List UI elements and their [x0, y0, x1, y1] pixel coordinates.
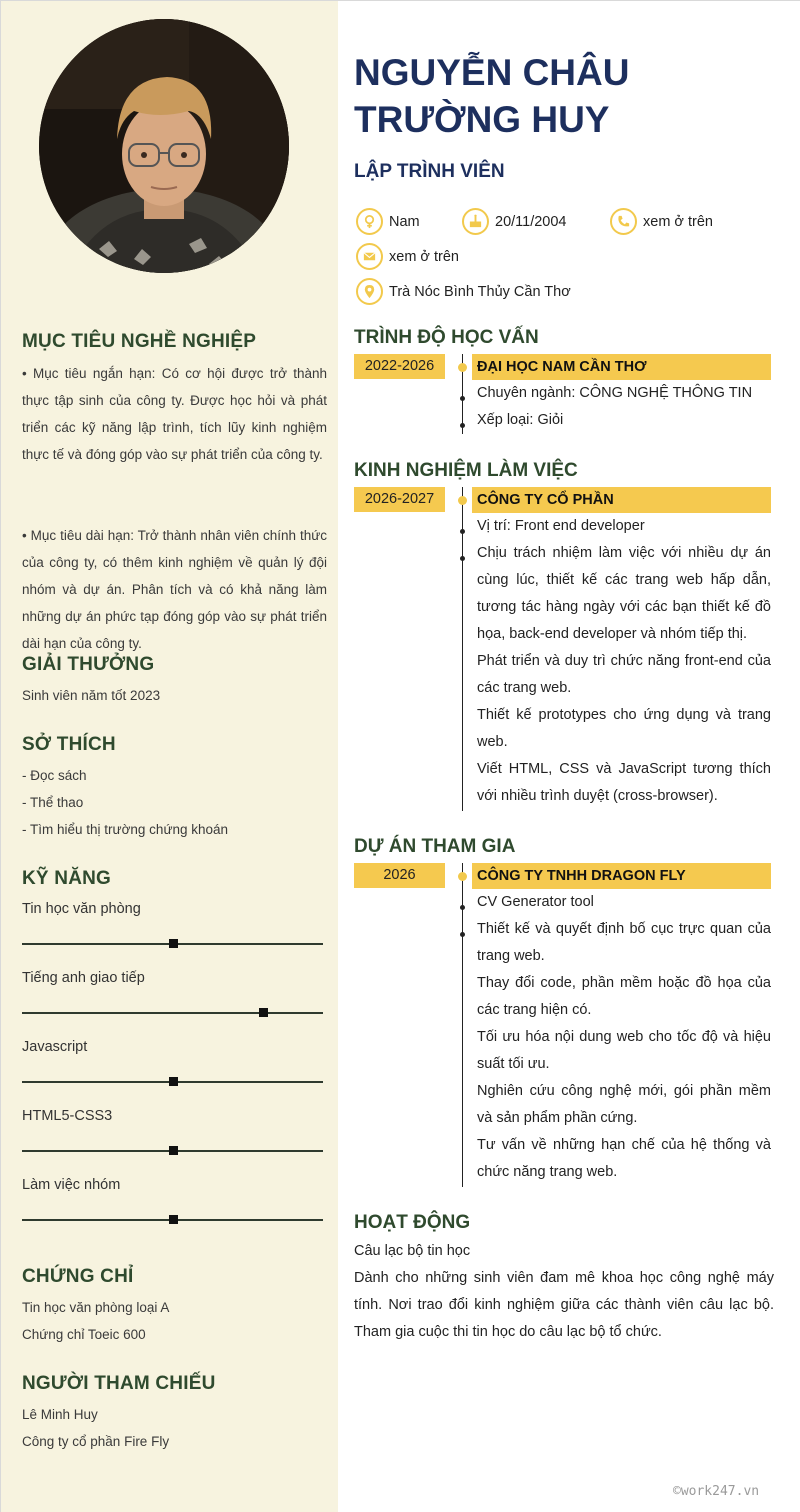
award-item: Sinh viên năm tốt 2023: [22, 688, 161, 703]
reference-item: Công ty cổ phần Fire Fly: [22, 1434, 170, 1449]
email-icon: [356, 243, 383, 270]
email-value: xem ở trên: [389, 248, 459, 265]
hobbies-title: SỞ THÍCH: [22, 734, 116, 755]
project-year: 2026: [354, 863, 445, 888]
birthday-value: 20/11/2004: [495, 213, 567, 230]
skill-name: Tiếng anh giao tiếp: [22, 970, 145, 986]
cert-item: Chứng chỉ Toeic 600: [22, 1327, 146, 1342]
main-content: [338, 1, 800, 1512]
timeline-dot: [458, 363, 467, 372]
education-year: 2022-2026: [354, 354, 445, 379]
skills-title: KỸ NĂNG: [22, 868, 112, 889]
objective-title: MỤC TIÊU NGHỀ NGHIỆP: [22, 331, 257, 352]
timeline-dot: [458, 496, 467, 505]
company-name: CÔNG TY CỔ PHẦN: [472, 487, 771, 513]
birthday-cake-icon: [462, 208, 489, 235]
skill-level-marker: [169, 1215, 178, 1224]
gender-value: Nam: [389, 213, 420, 230]
experience-title: KINH NGHIỆM LÀM VIỆC: [354, 460, 578, 481]
gender-icon: [356, 208, 383, 235]
bullet: [460, 396, 465, 401]
project-description: Nghiên cứu công nghệ mới, gói phần mềm và sản phẩm phần cứng.: [477, 1083, 771, 1126]
phone-info: [610, 208, 713, 235]
email-info: [356, 243, 459, 270]
cert-item: Tin học văn phòng loại A: [22, 1300, 170, 1315]
bullet: [460, 932, 465, 937]
education-grade: Xếp loại: Giỏi: [477, 412, 564, 428]
gender-info: [356, 208, 420, 235]
bullet: [460, 556, 465, 561]
project-description: Thiết kế và quyết định bố cục trực quan của trang web.: [477, 921, 771, 964]
skill-level-marker: [259, 1008, 268, 1017]
hobby-item: - Đọc sách: [22, 768, 87, 783]
timeline-dot: [458, 872, 467, 881]
skill-name: Làm việc nhóm: [22, 1177, 121, 1193]
awards-title: GIẢI THƯỞNG: [22, 654, 155, 675]
project-description: Thay đổi code, phần mềm hoặc đồ họa của các trang hiện có.: [477, 975, 771, 1018]
map-pin-icon: [356, 278, 383, 305]
objective-long-term: • Mục tiêu dài hạn: Trở thành nhân viên chính thức của công ty, có thêm kinh nghiệm về quản lý đội nhóm và dự án. Phân tích và có khả năng làm những dự án phức tạp đóng góp vào sự phát triển dài hạn của công ty.: [22, 528, 327, 651]
education-title: TRÌNH ĐỘ HỌC VẤN: [354, 327, 539, 348]
portrait-photo: [39, 19, 289, 273]
project-description: Tối ưu hóa nội dung web cho tốc độ và hiệu suất tối ưu.: [477, 1029, 771, 1072]
skill-level-marker: [169, 1146, 178, 1155]
skill-bar: [22, 943, 323, 945]
skill-name: HTML5-CSS3: [22, 1108, 113, 1124]
experience-year: 2026-2027: [354, 487, 445, 512]
references-title: NGƯỜI THAM CHIẾU: [22, 1373, 216, 1394]
certs-title: CHỨNG CHỈ: [22, 1266, 134, 1287]
experience-description: Thiết kế prototypes cho ứng dụng và trang web.: [477, 707, 771, 750]
skill-bar: [22, 1219, 323, 1221]
activities-title: HOẠT ĐỘNG: [354, 1212, 471, 1233]
name-line-1: NGUYỄN CHÂU: [354, 52, 630, 93]
project-name: CV Generator tool: [477, 894, 594, 910]
experience-description: Chịu trách nhiệm làm việc với nhiều dự án cùng lúc, thiết kế các trang web hấp dẫn, tương tác hàng ngày với các bạn thiết kế đồ họa, back-end developer và nhóm tiếp thị.: [477, 545, 771, 642]
project-description: Tư vấn về những hạn chế của hệ thống và chức năng trang web.: [477, 1137, 771, 1180]
watermark: ©work247.vn: [673, 1484, 760, 1499]
skill-bar: [22, 1081, 323, 1083]
skill-bar: [22, 1012, 323, 1014]
education-major: Chuyên ngành: CÔNG NGHỆ THÔNG TIN: [477, 385, 753, 401]
bullet: [460, 905, 465, 910]
reference-item: Lê Minh Huy: [22, 1407, 98, 1422]
skill-level-marker: [169, 939, 178, 948]
skill-level-marker: [169, 1077, 178, 1086]
experience-timeline: [462, 487, 463, 811]
phone-icon: [610, 208, 637, 235]
objective-short-term: • Mục tiêu ngắn hạn: Có cơ hội được trở thành thực tập sinh của công ty. Được học hỏi và phát triển các kỹ năng lập trình, tích lũy kinh nghiệm thực tế và đóng góp vào sự phát triển của công ty.: [22, 366, 327, 462]
school-name: ĐẠI HỌC NAM CẦN THƠ: [472, 354, 771, 380]
bullet: [460, 423, 465, 428]
project-timeline: [462, 863, 463, 1187]
experience-description: Phát triển và duy trì chức năng front-end của các trang web.: [477, 653, 771, 696]
project-company: CÔNG TY TNHH DRAGON FLY: [472, 863, 771, 889]
full-name: [354, 49, 774, 143]
avatar: [39, 19, 289, 273]
job-title: LẬP TRÌNH VIÊN: [354, 161, 505, 182]
hobby-item: - Tìm hiểu thị trường chứng khoán: [22, 822, 229, 837]
birthday-info: [462, 208, 567, 235]
hobby-item: - Thể thao: [22, 795, 84, 810]
phone-value: xem ở trên: [643, 213, 713, 230]
skill-name: Javascript: [22, 1039, 88, 1055]
experience-position: Vị trí: Front end developer: [477, 518, 645, 534]
address-value: Trà Nóc Bình Thủy Cần Thơ: [389, 283, 571, 300]
experience-description: Viết HTML, CSS và JavaScript tương thích với nhiều trình duyệt (cross-browser).: [477, 761, 771, 804]
sidebar: [1, 1, 338, 1512]
address-info: [356, 278, 571, 305]
bullet: [460, 529, 465, 534]
skill-bar: [22, 1150, 323, 1152]
projects-title: DỰ ÁN THAM GIA: [354, 836, 516, 857]
name-line-2: TRƯỜNG HUY: [354, 99, 610, 140]
skill-name: Tin học văn phòng: [22, 901, 141, 917]
activity-club: Câu lạc bộ tin học: [354, 1243, 471, 1259]
activity-description: Dành cho những sinh viên đam mê khoa học công nghệ máy tính. Nơi trao đổi kinh nghiệm giữa các thành viên câu lạc bộ. Tham gia cuộc thi tin học do câu lạc bộ tổ chức.: [354, 1270, 774, 1340]
